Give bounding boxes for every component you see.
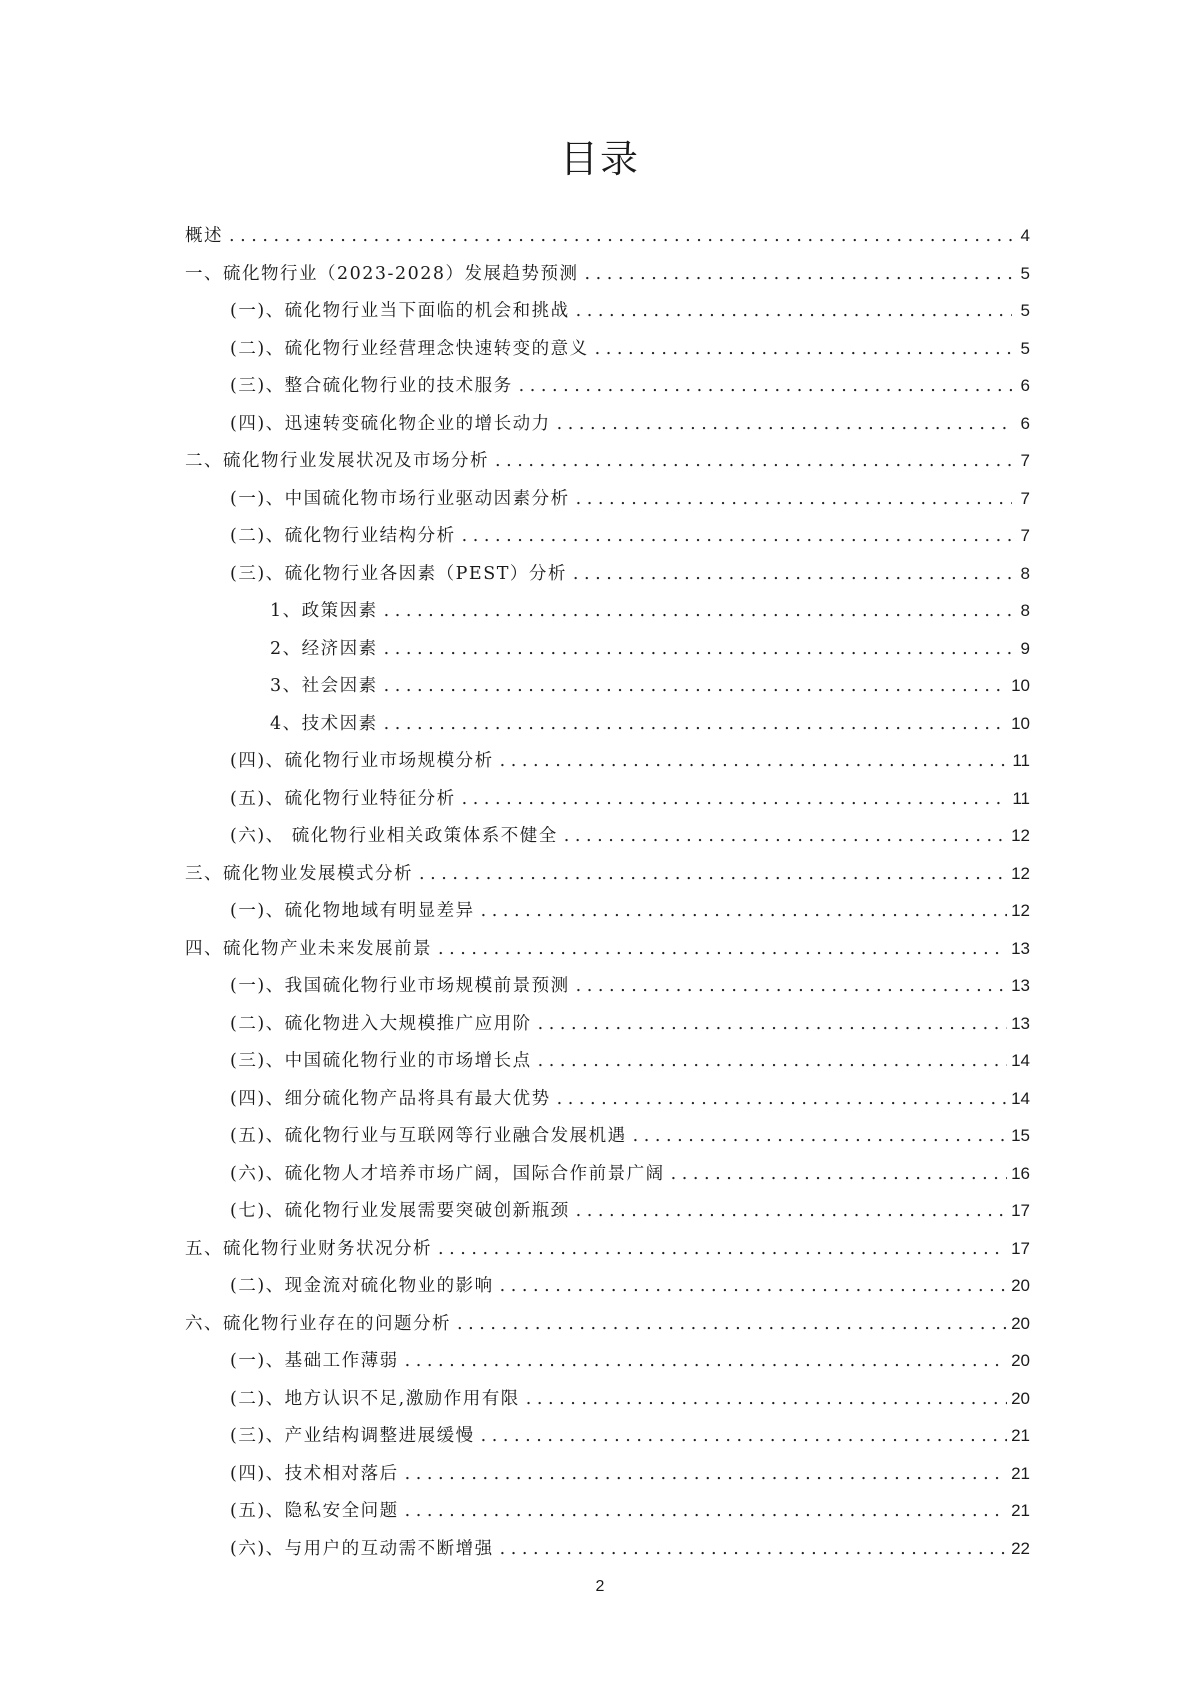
dot-leader bbox=[495, 451, 1012, 471]
toc-entry-page: 7 bbox=[1020, 488, 1030, 508]
toc-entry-page: 20 bbox=[1011, 1351, 1030, 1370]
toc-entry-label: (五)、隐私安全问题 bbox=[230, 1501, 399, 1521]
toc-entry[interactable] bbox=[185, 297, 1030, 335]
toc-entry[interactable] bbox=[185, 1497, 1030, 1535]
toc-entry-label: (二)、地方认识不足,激励作用有限 bbox=[230, 1388, 520, 1409]
toc-entry-page: 11 bbox=[1012, 788, 1030, 808]
toc-entry[interactable] bbox=[185, 1535, 1030, 1573]
dot-leader bbox=[481, 901, 1007, 921]
toc-entry[interactable] bbox=[185, 710, 1030, 748]
toc-entry-label: (六)、 硫化物行业相关政策体系不健全 bbox=[230, 826, 558, 846]
toc-entry-label: (四)、硫化物行业市场规模分析 bbox=[230, 751, 494, 771]
toc-entry-label: 概述 bbox=[185, 226, 223, 246]
toc-entry-page: 21 bbox=[1011, 1463, 1030, 1483]
toc-entry-label: 六、硫化物行业存在的问题分析 bbox=[185, 1313, 451, 1334]
toc-entry[interactable] bbox=[185, 1272, 1030, 1310]
dot-leader bbox=[557, 414, 1012, 434]
toc-entry-label: (三)、整合硫化物行业的技术服务 bbox=[230, 376, 513, 396]
toc-entry[interactable] bbox=[185, 222, 1030, 260]
toc-entry-label: (一)、硫化物行业当下面临的机会和挑战 bbox=[230, 301, 570, 321]
toc-entry-page: 5 bbox=[1020, 263, 1030, 283]
toc-entry-label: 4、技术因素 bbox=[270, 713, 378, 734]
toc-entry-page: 20 bbox=[1011, 1388, 1030, 1408]
dot-leader bbox=[438, 1239, 1007, 1259]
dot-leader bbox=[462, 526, 1012, 546]
toc-entry-label: (五)、硫化物行业特征分析 bbox=[230, 788, 456, 809]
dot-leader bbox=[573, 564, 1012, 584]
toc-entry[interactable] bbox=[185, 1310, 1030, 1348]
toc-entry-page: 8 bbox=[1020, 601, 1030, 620]
toc-entry[interactable] bbox=[185, 972, 1030, 1010]
toc-entry[interactable] bbox=[185, 822, 1030, 860]
toc-entry-page: 7 bbox=[1020, 451, 1030, 470]
toc-entry-page: 12 bbox=[1011, 863, 1030, 883]
toc-entry[interactable] bbox=[185, 1047, 1030, 1085]
toc-entry[interactable] bbox=[185, 747, 1030, 785]
dot-leader bbox=[519, 376, 1012, 396]
toc-entry-page: 17 bbox=[1011, 1238, 1030, 1258]
toc-entry-label: (四)、技术相对落后 bbox=[230, 1463, 399, 1484]
toc-entry-page: 13 bbox=[1011, 1013, 1030, 1033]
dot-leader bbox=[462, 789, 1009, 809]
toc-entry-label: (三)、中国硫化物行业的市场增长点 bbox=[230, 1051, 532, 1071]
toc-entry[interactable] bbox=[185, 335, 1030, 373]
dot-leader bbox=[384, 714, 1007, 734]
toc-entry-label: 五、硫化物行业财务状况分析 bbox=[185, 1238, 432, 1259]
toc-entry[interactable] bbox=[185, 1235, 1030, 1273]
toc-entry[interactable] bbox=[185, 1385, 1030, 1423]
toc-entry-label: (四)、细分硫化物产品将具有最大优势 bbox=[230, 1088, 551, 1109]
toc-entry-page: 20 bbox=[1011, 1276, 1030, 1295]
toc-entry-page: 4 bbox=[1020, 226, 1030, 245]
toc-entry-page: 14 bbox=[1011, 1051, 1030, 1070]
dot-leader bbox=[500, 751, 1009, 771]
toc-entry-label: (三)、产业结构调整进展缓慢 bbox=[230, 1426, 475, 1446]
toc-entry-label: 三、硫化物业发展模式分析 bbox=[185, 863, 413, 884]
dot-leader bbox=[564, 826, 1007, 846]
toc-entry-label: (一)、中国硫化物市场行业驱动因素分析 bbox=[230, 488, 570, 509]
toc-entry-label: (一)、我国硫化物行业市场规模前景预测 bbox=[230, 976, 570, 996]
toc-entry-label: (三)、硫化物行业各因素（PEST）分析 bbox=[230, 563, 567, 584]
dot-leader bbox=[405, 1351, 1007, 1371]
dot-leader bbox=[481, 1426, 1007, 1446]
toc-entry[interactable] bbox=[185, 1197, 1030, 1235]
dot-leader bbox=[405, 1501, 1007, 1521]
toc-entry-page: 5 bbox=[1020, 301, 1030, 320]
toc-entry[interactable] bbox=[185, 410, 1030, 448]
dot-leader bbox=[576, 301, 1012, 321]
toc-entry-page: 13 bbox=[1011, 938, 1030, 958]
toc-entry[interactable] bbox=[185, 897, 1030, 935]
toc-entry-page: 14 bbox=[1011, 1088, 1030, 1108]
toc-entry-label: (二)、现金流对硫化物业的影响 bbox=[230, 1276, 494, 1296]
toc-entry[interactable] bbox=[185, 1347, 1030, 1385]
dot-leader bbox=[384, 676, 1007, 696]
toc-entry-page: 13 bbox=[1011, 976, 1030, 995]
page-number: 2 bbox=[595, 1578, 605, 1595]
toc-entry-label: 二、硫化物行业发展状况及市场分析 bbox=[185, 451, 489, 471]
toc-entry[interactable] bbox=[185, 597, 1030, 635]
dot-leader bbox=[576, 1201, 1007, 1221]
toc-entry-page: 22 bbox=[1011, 1538, 1030, 1558]
toc-entry-page: 5 bbox=[1020, 338, 1030, 358]
toc-entry[interactable] bbox=[185, 522, 1030, 560]
toc-entry-page: 17 bbox=[1011, 1201, 1030, 1220]
toc-entry-label: (一)、硫化物地域有明显差异 bbox=[230, 901, 475, 921]
toc-entry-page: 10 bbox=[1011, 713, 1030, 733]
toc-entry-page: 8 bbox=[1020, 563, 1030, 583]
toc-entry-label: 1、政策因素 bbox=[270, 601, 378, 621]
toc-entry-page: 6 bbox=[1020, 376, 1030, 395]
dot-leader bbox=[538, 1014, 1007, 1034]
toc-entry-page: 21 bbox=[1011, 1426, 1030, 1445]
toc-entry-label: (六)、与用户的互动需不断增强 bbox=[230, 1538, 494, 1559]
dot-leader bbox=[500, 1276, 1007, 1296]
dot-leader bbox=[384, 601, 1012, 621]
dot-leader bbox=[229, 226, 1012, 246]
toc-entry-page: 16 bbox=[1011, 1163, 1030, 1183]
toc-entry-label: (二)、硫化物行业结构分析 bbox=[230, 526, 456, 546]
toc-entry-page: 6 bbox=[1020, 413, 1030, 433]
dot-leader bbox=[457, 1314, 1007, 1334]
toc-entry-label: (七)、硫化物行业发展需要突破创新瓶颈 bbox=[230, 1201, 570, 1221]
toc-entry[interactable] bbox=[185, 372, 1030, 410]
dot-leader bbox=[595, 339, 1012, 359]
toc-entry-page: 12 bbox=[1011, 901, 1030, 920]
toc-entry[interactable] bbox=[185, 935, 1030, 973]
toc-entry[interactable] bbox=[185, 635, 1030, 673]
dot-leader bbox=[419, 864, 1007, 884]
dot-leader bbox=[633, 1126, 1007, 1146]
toc-entry-label: (一)、基础工作薄弱 bbox=[230, 1351, 399, 1371]
toc-entry[interactable] bbox=[185, 785, 1030, 823]
page-title: 目录 bbox=[559, 137, 640, 181]
toc-entry-label: 3、社会因素 bbox=[270, 676, 378, 696]
toc-entry-label: 一、硫化物行业（2023-2028）发展趋势预测 bbox=[185, 263, 579, 284]
toc-entry-label: (四)、迅速转变硫化物企业的增长动力 bbox=[230, 413, 551, 434]
toc-entry[interactable] bbox=[185, 860, 1030, 898]
dot-leader bbox=[384, 639, 1012, 659]
dot-leader bbox=[538, 1051, 1007, 1071]
dot-leader bbox=[405, 1464, 1007, 1484]
toc-entry[interactable] bbox=[185, 560, 1030, 598]
dot-leader bbox=[576, 489, 1012, 509]
toc-entry[interactable] bbox=[185, 1460, 1030, 1498]
dot-leader bbox=[438, 939, 1007, 959]
toc-entry[interactable] bbox=[185, 1422, 1030, 1460]
dot-leader bbox=[576, 976, 1007, 996]
toc-entry-page: 15 bbox=[1011, 1126, 1030, 1145]
toc-entry-page: 12 bbox=[1011, 826, 1030, 845]
toc-entry-label: (五)、硫化物行业与互联网等行业融合发展机遇 bbox=[230, 1126, 627, 1146]
dot-leader bbox=[557, 1089, 1007, 1109]
table-of-contents bbox=[185, 222, 1030, 1572]
toc-entry[interactable] bbox=[185, 672, 1030, 710]
toc-entry[interactable] bbox=[185, 485, 1030, 523]
toc-entry[interactable] bbox=[185, 1160, 1030, 1198]
toc-entry-label: 2、经济因素 bbox=[270, 638, 378, 659]
toc-entry-page: 9 bbox=[1020, 638, 1030, 658]
toc-entry-page: 21 bbox=[1011, 1501, 1030, 1520]
dot-leader bbox=[671, 1164, 1007, 1184]
dot-leader bbox=[500, 1539, 1007, 1559]
toc-entry-label: (二)、硫化物进入大规模推广应用阶 bbox=[230, 1013, 532, 1034]
toc-entry-label: (六)、硫化物人才培养市场广阔，国际合作前景广阔 bbox=[230, 1163, 665, 1184]
toc-entry-label: (二)、硫化物行业经营理念快速转变的意义 bbox=[230, 338, 589, 359]
toc-entry[interactable] bbox=[185, 1010, 1030, 1048]
toc-entry-page: 20 bbox=[1011, 1313, 1030, 1333]
toc-entry[interactable] bbox=[185, 1085, 1030, 1123]
toc-entry-page: 11 bbox=[1012, 751, 1030, 770]
toc-entry-page: 7 bbox=[1020, 526, 1030, 545]
dot-leader bbox=[526, 1389, 1007, 1409]
dot-leader bbox=[584, 264, 1012, 284]
toc-entry[interactable] bbox=[185, 447, 1030, 485]
toc-entry[interactable] bbox=[185, 260, 1030, 298]
toc-entry[interactable] bbox=[185, 1122, 1030, 1160]
toc-entry-page: 10 bbox=[1011, 676, 1030, 695]
toc-entry-label: 四、硫化物产业未来发展前景 bbox=[185, 938, 432, 959]
